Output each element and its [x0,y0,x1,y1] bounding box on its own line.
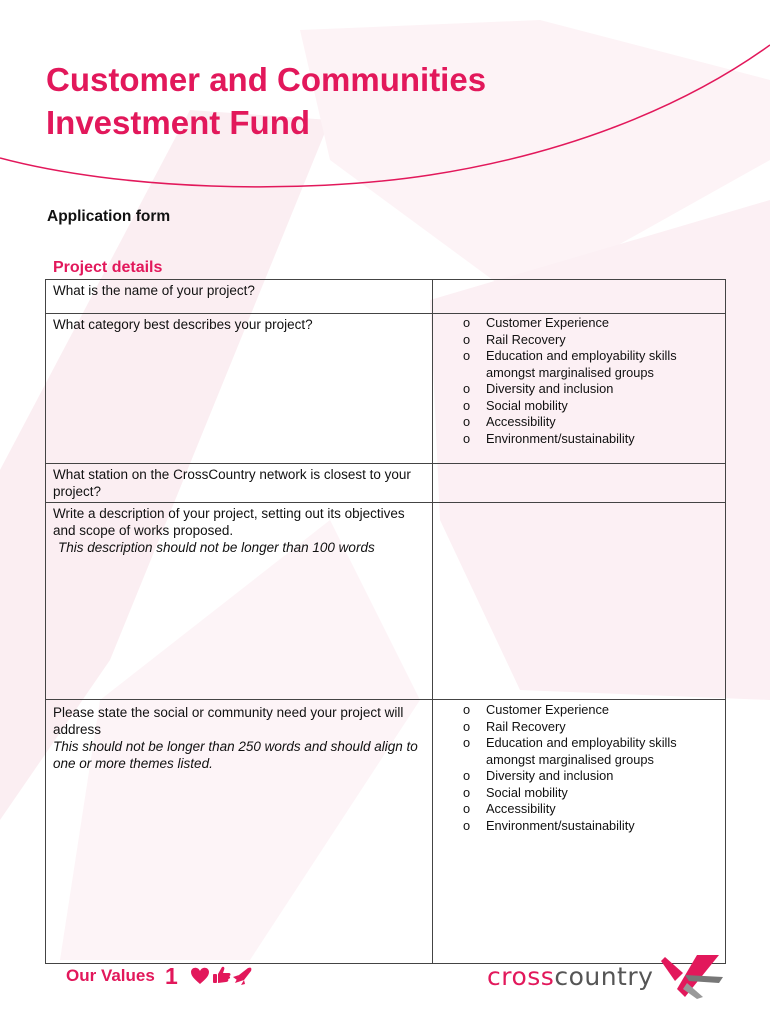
logo-cross-icon [657,953,727,999]
table-row [46,503,726,700]
bullet-icon: o [463,397,471,413]
section-title: Project details [53,259,163,276]
category-option-list [463,315,718,447]
rocket-icon [233,968,251,985]
theme-option[interactable]: o Environment/sustainability [463,817,635,833]
answer-station[interactable] [433,464,726,503]
category-option[interactable]: o Social mobility [463,397,568,413]
bullet-icon: o [463,718,471,734]
bullet-icon: o [463,414,471,429]
bullet-icon: o [463,817,471,833]
category-option[interactable]: o Accessibility [463,414,556,429]
theme-option-list [463,702,718,834]
theme-option[interactable]: o Rail Recovery [463,718,566,734]
theme-option[interactable]: o Social mobility [463,784,568,800]
community-need-note: This should not be longer than 250 words and should align to one or more themes listed. [53,739,418,771]
question-cell [46,700,433,964]
bullet-icon: o [463,348,471,363]
question-cell [46,464,433,503]
table-row [46,700,726,964]
category-option[interactable]: o Environment/sustainability [463,430,635,446]
table-row [46,464,726,503]
title-line-2: Investment Fund [46,104,311,141]
bullet-icon: o [463,735,471,750]
question-station: What station on the CrossCountry network is closest to your project? [53,467,411,499]
bullet-icon: o [463,801,471,816]
logo-wordmark: crosscountry [487,961,654,991]
our-values-label: Our Values [66,966,155,985]
values-icons [163,963,259,989]
question-cell [46,314,433,464]
question-cell [46,503,433,700]
description-note: This description should not be longer than 100 words [58,540,375,555]
question-category: What category best describes your project? [53,317,313,332]
thumbs-up-icon [213,967,231,983]
values-number: 1 [164,963,178,989]
page-title [46,58,486,144]
question-cell [46,280,433,314]
bullet-icon: o [463,430,471,446]
bullet-icon: o [463,331,471,347]
form-subtitle: Application form [47,208,171,225]
question-description: Write a description of your project, setting out its objectives and scope of works proposed. [53,506,405,538]
theme-option[interactable]: o Education and employability skills amongst marginalised groups [463,735,677,767]
question-project-name: What is the name of your project? [53,283,255,298]
question-community-need: Please state the social or community need your project will address [53,705,404,737]
bullet-icon: o [463,702,471,717]
table-row [46,280,726,314]
theme-option[interactable]: o Diversity and inclusion [463,768,614,783]
answer-project-name[interactable] [433,280,726,314]
category-option[interactable]: o Education and employability skills amongst marginalised groups [463,348,677,380]
theme-option[interactable]: o Accessibility [463,801,556,816]
bullet-icon: o [463,315,471,330]
bullet-icon: o [463,784,471,800]
category-option[interactable]: o Customer Experience [463,315,610,330]
category-option[interactable]: o Diversity and inclusion [463,381,614,396]
answer-community-need [433,700,726,964]
our-values-footer [66,963,259,989]
crosscountry-logo [487,953,727,999]
bullet-icon: o [463,381,471,396]
bullet-icon: o [463,768,471,783]
answer-category [433,314,726,464]
category-option[interactable]: o Rail Recovery [463,331,566,347]
theme-option[interactable]: o Customer Experience [463,702,610,717]
heart-icon [191,968,209,984]
project-details-table [45,279,726,964]
answer-description[interactable] [433,503,726,700]
title-line-1: Customer and Communities [46,61,487,98]
table-row [46,314,726,464]
